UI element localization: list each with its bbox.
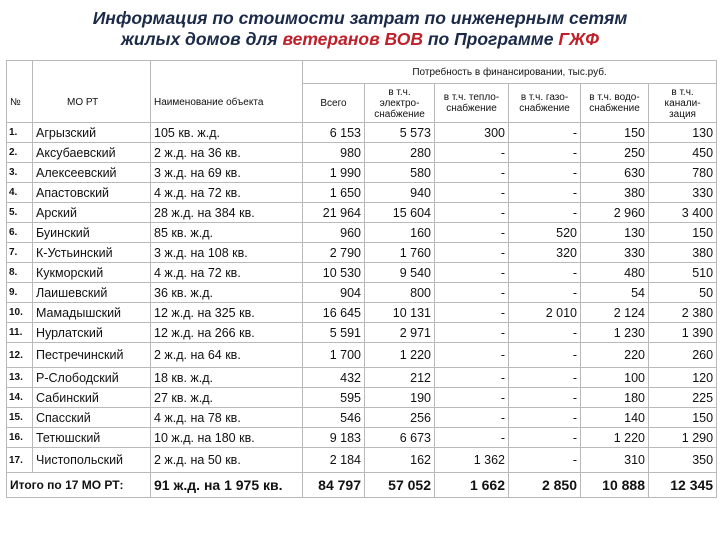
row-gas: - (509, 388, 581, 408)
table-row (7, 388, 717, 408)
row-sewerage: 3 400 (649, 203, 717, 223)
row-electricity: 256 (365, 408, 435, 428)
row-num: 7. (7, 243, 33, 263)
row-water: 130 (581, 223, 649, 243)
row-gas: - (509, 263, 581, 283)
row-sewerage: 150 (649, 223, 717, 243)
row-water: 310 (581, 448, 649, 473)
header-heating: в т.ч. тепло-снабжение (435, 84, 509, 123)
header-financing-group: Потребность в финансировании, тыс.руб. (303, 61, 717, 84)
row-num: 4. (7, 183, 33, 203)
row-object: 4 ж.д. на 72 кв. (151, 263, 303, 283)
row-water: 180 (581, 388, 649, 408)
row-electricity: 5 573 (365, 123, 435, 143)
row-sewerage: 120 (649, 368, 717, 388)
row-num: 14. (7, 388, 33, 408)
cost-table (6, 60, 717, 498)
row-num: 11. (7, 323, 33, 343)
row-heating: - (435, 323, 509, 343)
row-num: 3. (7, 163, 33, 183)
totals-label: Итого по 17 МО РТ: (7, 473, 151, 498)
row-gas: 520 (509, 223, 581, 243)
header-num: № (7, 61, 33, 123)
row-gas: - (509, 123, 581, 143)
table-row (7, 263, 717, 283)
row-sewerage: 350 (649, 448, 717, 473)
row-mo: К-Устьинский (33, 243, 151, 263)
title-highlight-program: ГЖФ (558, 29, 599, 49)
row-electricity: 2 971 (365, 323, 435, 343)
row-object: 4 ж.д. на 72 кв. (151, 183, 303, 203)
row-mo: Лаишевский (33, 283, 151, 303)
row-electricity: 940 (365, 183, 435, 203)
row-water: 1 220 (581, 428, 649, 448)
table-row (7, 448, 717, 473)
row-electricity: 15 604 (365, 203, 435, 223)
row-object: 28 ж.д. на 384 кв. (151, 203, 303, 223)
row-num: 17. (7, 448, 33, 473)
title-highlight-veterans: ветеранов ВОВ (282, 29, 423, 49)
table-row (7, 303, 717, 323)
row-electricity: 6 673 (365, 428, 435, 448)
table-row (7, 368, 717, 388)
table-row (7, 223, 717, 243)
row-sewerage: 380 (649, 243, 717, 263)
row-mo: Кукморский (33, 263, 151, 283)
row-total: 21 964 (303, 203, 365, 223)
table-row (7, 163, 717, 183)
row-object: 4 ж.д. на 78 кв. (151, 408, 303, 428)
row-water: 630 (581, 163, 649, 183)
table-row (7, 408, 717, 428)
table-row (7, 343, 717, 368)
row-electricity: 1 760 (365, 243, 435, 263)
row-heating: - (435, 243, 509, 263)
totals-total: 84 797 (303, 473, 365, 498)
totals-electricity: 57 052 (365, 473, 435, 498)
row-sewerage: 130 (649, 123, 717, 143)
row-num: 2. (7, 143, 33, 163)
row-heating: - (435, 163, 509, 183)
row-heating: 1 362 (435, 448, 509, 473)
totals-heating: 1 662 (435, 473, 509, 498)
row-heating: - (435, 223, 509, 243)
row-water: 380 (581, 183, 649, 203)
row-mo: Аксубаевский (33, 143, 151, 163)
row-object: 3 ж.д. на 108 кв. (151, 243, 303, 263)
row-object: 85 кв. ж.д. (151, 223, 303, 243)
row-object: 27 кв. ж.д. (151, 388, 303, 408)
row-electricity: 162 (365, 448, 435, 473)
row-water: 54 (581, 283, 649, 303)
row-num: 10. (7, 303, 33, 323)
row-gas: - (509, 163, 581, 183)
row-total: 1 990 (303, 163, 365, 183)
row-sewerage: 450 (649, 143, 717, 163)
row-gas: - (509, 323, 581, 343)
title-part: жилых домов для (121, 29, 283, 49)
row-sewerage: 1 390 (649, 323, 717, 343)
table-body (7, 123, 717, 473)
row-num: 13. (7, 368, 33, 388)
row-heating: - (435, 343, 509, 368)
row-object: 18 кв. ж.д. (151, 368, 303, 388)
row-gas: 320 (509, 243, 581, 263)
row-object: 3 ж.д. на 69 кв. (151, 163, 303, 183)
row-gas: - (509, 343, 581, 368)
row-mo: Алексеевский (33, 163, 151, 183)
row-gas: - (509, 283, 581, 303)
row-object: 36 кв. ж.д. (151, 283, 303, 303)
row-mo: Чистопольский (33, 448, 151, 473)
row-sewerage: 1 290 (649, 428, 717, 448)
row-heating: - (435, 263, 509, 283)
row-heating: - (435, 368, 509, 388)
row-object: 2 ж.д. на 64 кв. (151, 343, 303, 368)
document-title (0, 8, 720, 50)
row-total: 2 184 (303, 448, 365, 473)
row-num: 15. (7, 408, 33, 428)
row-object: 2 ж.д. на 50 кв. (151, 448, 303, 473)
row-electricity: 580 (365, 163, 435, 183)
row-num: 6. (7, 223, 33, 243)
row-sewerage: 150 (649, 408, 717, 428)
row-electricity: 190 (365, 388, 435, 408)
header-gas: в т.ч. газо-снабжение (509, 84, 581, 123)
table-row (7, 123, 717, 143)
row-total: 904 (303, 283, 365, 303)
table-row (7, 428, 717, 448)
row-electricity: 280 (365, 143, 435, 163)
table-row (7, 283, 717, 303)
totals-gas: 2 850 (509, 473, 581, 498)
row-electricity: 800 (365, 283, 435, 303)
row-water: 330 (581, 243, 649, 263)
row-total: 595 (303, 388, 365, 408)
table-row (7, 243, 717, 263)
row-mo: Агрызский (33, 123, 151, 143)
row-mo: Мамадышский (33, 303, 151, 323)
row-total: 1 700 (303, 343, 365, 368)
row-electricity: 9 540 (365, 263, 435, 283)
row-heating: - (435, 303, 509, 323)
row-total: 9 183 (303, 428, 365, 448)
row-object: 2 ж.д. на 36 кв. (151, 143, 303, 163)
row-sewerage: 50 (649, 283, 717, 303)
row-mo: Тетюшский (33, 428, 151, 448)
row-object: 12 ж.д. на 325 кв. (151, 303, 303, 323)
header-electricity: в т.ч. электро-снабжение (365, 84, 435, 123)
row-heating: 300 (435, 123, 509, 143)
row-electricity: 10 131 (365, 303, 435, 323)
row-water: 250 (581, 143, 649, 163)
row-water: 150 (581, 123, 649, 143)
row-heating: - (435, 408, 509, 428)
totals-water: 10 888 (581, 473, 649, 498)
row-heating: - (435, 143, 509, 163)
row-object: 105 кв. ж.д. (151, 123, 303, 143)
row-mo: Сабинский (33, 388, 151, 408)
table-row (7, 183, 717, 203)
row-num: 5. (7, 203, 33, 223)
row-sewerage: 2 380 (649, 303, 717, 323)
row-mo: Нурлатский (33, 323, 151, 343)
title-part: по Программе (422, 29, 559, 49)
row-total: 5 591 (303, 323, 365, 343)
row-water: 100 (581, 368, 649, 388)
row-total: 1 650 (303, 183, 365, 203)
totals-object: 91 ж.д. на 1 975 кв. (151, 473, 303, 498)
row-electricity: 212 (365, 368, 435, 388)
row-gas: - (509, 408, 581, 428)
row-gas: - (509, 183, 581, 203)
row-num: 16. (7, 428, 33, 448)
row-heating: - (435, 283, 509, 303)
row-object: 12 ж.д. на 266 кв. (151, 323, 303, 343)
row-gas: - (509, 448, 581, 473)
row-total: 546 (303, 408, 365, 428)
row-water: 140 (581, 408, 649, 428)
row-total: 6 153 (303, 123, 365, 143)
row-water: 220 (581, 343, 649, 368)
row-heating: - (435, 428, 509, 448)
totals-row (7, 473, 717, 498)
row-num: 12. (7, 343, 33, 368)
row-total: 2 790 (303, 243, 365, 263)
row-total: 16 645 (303, 303, 365, 323)
row-total: 10 530 (303, 263, 365, 283)
row-object: 10 ж.д. на 180 кв. (151, 428, 303, 448)
row-heating: - (435, 183, 509, 203)
row-sewerage: 330 (649, 183, 717, 203)
row-water: 2 960 (581, 203, 649, 223)
header-water: в т.ч. водо-снабжение (581, 84, 649, 123)
row-heating: - (435, 203, 509, 223)
header-sewerage: в т.ч. канали-зация (649, 84, 717, 123)
row-num: 9. (7, 283, 33, 303)
row-gas: - (509, 428, 581, 448)
title-line-2 (0, 29, 720, 50)
table-row (7, 203, 717, 223)
header-object: Наименование объекта (151, 61, 303, 123)
row-mo: Пестречинский (33, 343, 151, 368)
row-water: 1 230 (581, 323, 649, 343)
header-mo: МО РТ (33, 61, 151, 123)
row-mo: Спасский (33, 408, 151, 428)
row-gas: - (509, 203, 581, 223)
row-water: 2 124 (581, 303, 649, 323)
row-water: 480 (581, 263, 649, 283)
table-row (7, 143, 717, 163)
row-total: 432 (303, 368, 365, 388)
row-electricity: 1 220 (365, 343, 435, 368)
row-num: 8. (7, 263, 33, 283)
table-row (7, 323, 717, 343)
header-total: Всего (303, 84, 365, 123)
row-total: 960 (303, 223, 365, 243)
row-num: 1. (7, 123, 33, 143)
row-sewerage: 780 (649, 163, 717, 183)
row-gas: - (509, 368, 581, 388)
row-total: 980 (303, 143, 365, 163)
row-gas: 2 010 (509, 303, 581, 323)
row-mo: Арский (33, 203, 151, 223)
row-sewerage: 225 (649, 388, 717, 408)
row-sewerage: 510 (649, 263, 717, 283)
row-mo: Апастовский (33, 183, 151, 203)
row-heating: - (435, 388, 509, 408)
row-sewerage: 260 (649, 343, 717, 368)
totals-sewerage: 12 345 (649, 473, 717, 498)
row-mo: Р-Слободский (33, 368, 151, 388)
row-electricity: 160 (365, 223, 435, 243)
row-gas: - (509, 143, 581, 163)
row-mo: Буинский (33, 223, 151, 243)
title-line-1: Информация по стоимости затрат по инженерным сетям (92, 8, 628, 28)
